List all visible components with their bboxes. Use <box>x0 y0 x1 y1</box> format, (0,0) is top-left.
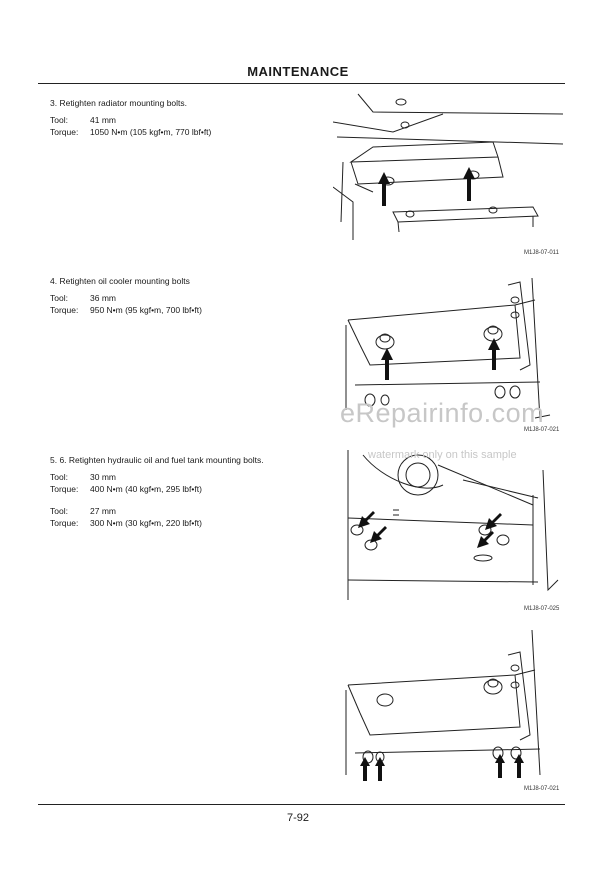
spec-row-tool <box>50 505 264 517</box>
arrow-icon <box>370 525 388 543</box>
arrow-icon <box>377 172 391 206</box>
page-number: 7-92 <box>286 812 310 824</box>
figure-code: M1J8-07-025 <box>524 606 560 612</box>
section-heading: 4. Retighten oil cooler mounting bolts <box>50 276 190 286</box>
section-radiator <box>50 97 211 138</box>
arrow-icon <box>487 338 501 370</box>
spec-label: Torque: <box>50 127 79 137</box>
spec-value: 950 N•m (95 kgf•m, 700 lbf•ft) <box>90 305 202 315</box>
spec-value: 36 mm <box>90 293 116 303</box>
section-tanks <box>50 454 264 529</box>
spec-value: 300 N•m (30 kgf•m, 220 lbf•ft) <box>90 518 202 528</box>
section-heading: 3. Retighten radiator mounting bolts. <box>50 98 188 108</box>
arrow-icon <box>485 512 503 530</box>
spec-row-torque <box>50 126 211 138</box>
arrow-icon <box>380 348 394 380</box>
arrow-icon <box>462 167 476 201</box>
spec-value: 1050 N•m (105 kgf•m, 770 lbf•ft) <box>90 127 212 137</box>
figure-code: M1J8-07-021 <box>524 786 560 792</box>
spec-label: Tool: <box>50 293 68 303</box>
page-title: MAINTENANCE <box>247 64 349 79</box>
figure-code: M1J8-07-021 <box>524 427 560 433</box>
arrow-icon <box>477 530 495 548</box>
spec-label: Torque: <box>50 484 79 494</box>
spec-label: Tool: <box>50 115 68 125</box>
spec-row-torque <box>50 517 264 529</box>
spec-row-tool <box>50 292 202 304</box>
spec-label: Tool: <box>50 472 68 482</box>
footer-rule <box>38 804 565 805</box>
spec-row-torque <box>50 304 202 316</box>
radiator-figure <box>333 92 565 242</box>
spec-value: 41 mm <box>90 115 116 125</box>
arrow-icon <box>513 754 525 778</box>
spec-label: Torque: <box>50 518 79 528</box>
section-oil-cooler <box>50 275 202 316</box>
spec-value: 30 mm <box>90 472 116 482</box>
watermark-note: watermark only on this sample <box>368 449 517 461</box>
header-rule <box>38 83 565 84</box>
spec-row-tool <box>50 471 264 483</box>
arrow-icon <box>494 754 506 778</box>
section-heading: 5. 6. Retighten hydraulic oil and fuel tank mounting bolts. <box>50 455 264 465</box>
arrow-icon <box>359 757 371 781</box>
watermark: eRepairinfo.com <box>340 398 545 428</box>
spec-label: Tool: <box>50 506 68 516</box>
spec-label: Torque: <box>50 305 79 315</box>
arrow-icon <box>374 757 386 781</box>
spec-value: 400 N•m (40 kgf•m, 295 lbf•ft) <box>90 484 202 494</box>
spec-row-torque <box>50 483 264 495</box>
figure-code: M1J8-07-011 <box>524 250 559 256</box>
spec-row-tool <box>50 114 211 126</box>
spec-value: 27 mm <box>90 506 116 516</box>
